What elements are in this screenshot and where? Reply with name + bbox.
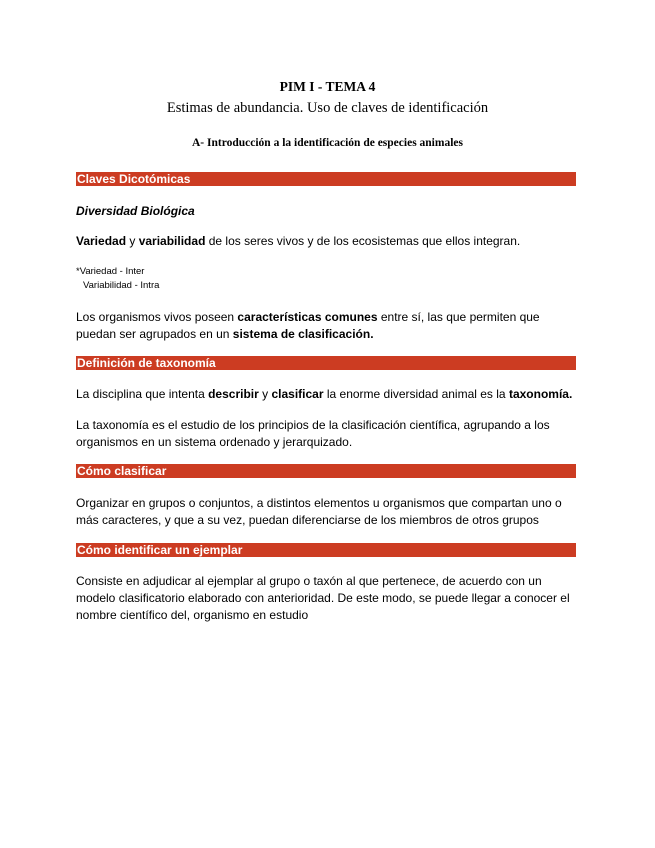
term-clasificar: clasificar: [271, 387, 324, 401]
section-bar-taxonomia: Definición de taxonomía: [76, 356, 576, 370]
term-caracteristicas: características comunes: [237, 310, 378, 324]
note-variedad: *Variedad - Inter: [76, 266, 145, 277]
term-variedad: Variedad: [76, 234, 127, 248]
section-heading: A- Introducción a la identificación de especies animales: [192, 137, 463, 149]
document-subtitle: Estimas de abundancia. Uso de claves de identificación: [166, 100, 489, 116]
text-span: entre sí, las que permiten que puedan ser agrupados en un: [76, 310, 540, 341]
paragraph-variedad: [76, 233, 581, 250]
text-span: la enorme diversidad animal es la: [323, 387, 509, 401]
paragraph-disciplina: [76, 386, 581, 403]
paragraph-identificar: Consiste en adjudicar al ejemplar al grupo o taxón al que pertenece, de acuerdo con un modelo clasificatorio elaborado con anterioridad. De este modo, se puede llegar a conocer el nombre científico del, organismo en estudio: [76, 574, 570, 622]
text-span: La disciplina que intenta: [76, 387, 209, 401]
text-span: y: [258, 387, 272, 401]
document-title: PIM I - TEMA 4: [279, 79, 376, 94]
paragraph-organismos: [76, 309, 581, 343]
term-variabilidad: variabilidad: [138, 234, 206, 248]
term-describir: describir: [208, 387, 259, 401]
text-span: de los seres vivos y de los ecosistemas que ellos integran.: [205, 234, 521, 248]
paragraph-taxonomia-def: La taxonomía es el estudio de los principios de la clasificación científica, agrupando a los organismos en un sistema ordenado y jerarquizado.: [76, 418, 550, 449]
section-bar-clasificar: Cómo clasificar: [76, 464, 576, 478]
subheading-diversidad: Diversidad Biológica: [76, 204, 195, 218]
section-bar-claves: Claves Dicotómicas: [76, 172, 576, 186]
note-variabilidad: Variabilidad - Intra: [83, 280, 160, 291]
section-bar-identificar: Cómo identificar un ejemplar: [76, 543, 576, 557]
term-sistema: sistema de clasificación.: [232, 327, 374, 341]
paragraph-clasificar: Organizar en grupos o conjuntos, a distintos elementos u organismos que compartan uno o más caracteres, y que a su vez, puedan diferenciarse de los miembros de otros grupos: [76, 496, 562, 527]
text-span: Los organismos vivos poseen: [76, 310, 238, 324]
text-span: y: [126, 234, 139, 248]
term-taxonomia: taxonomía.: [508, 387, 573, 401]
